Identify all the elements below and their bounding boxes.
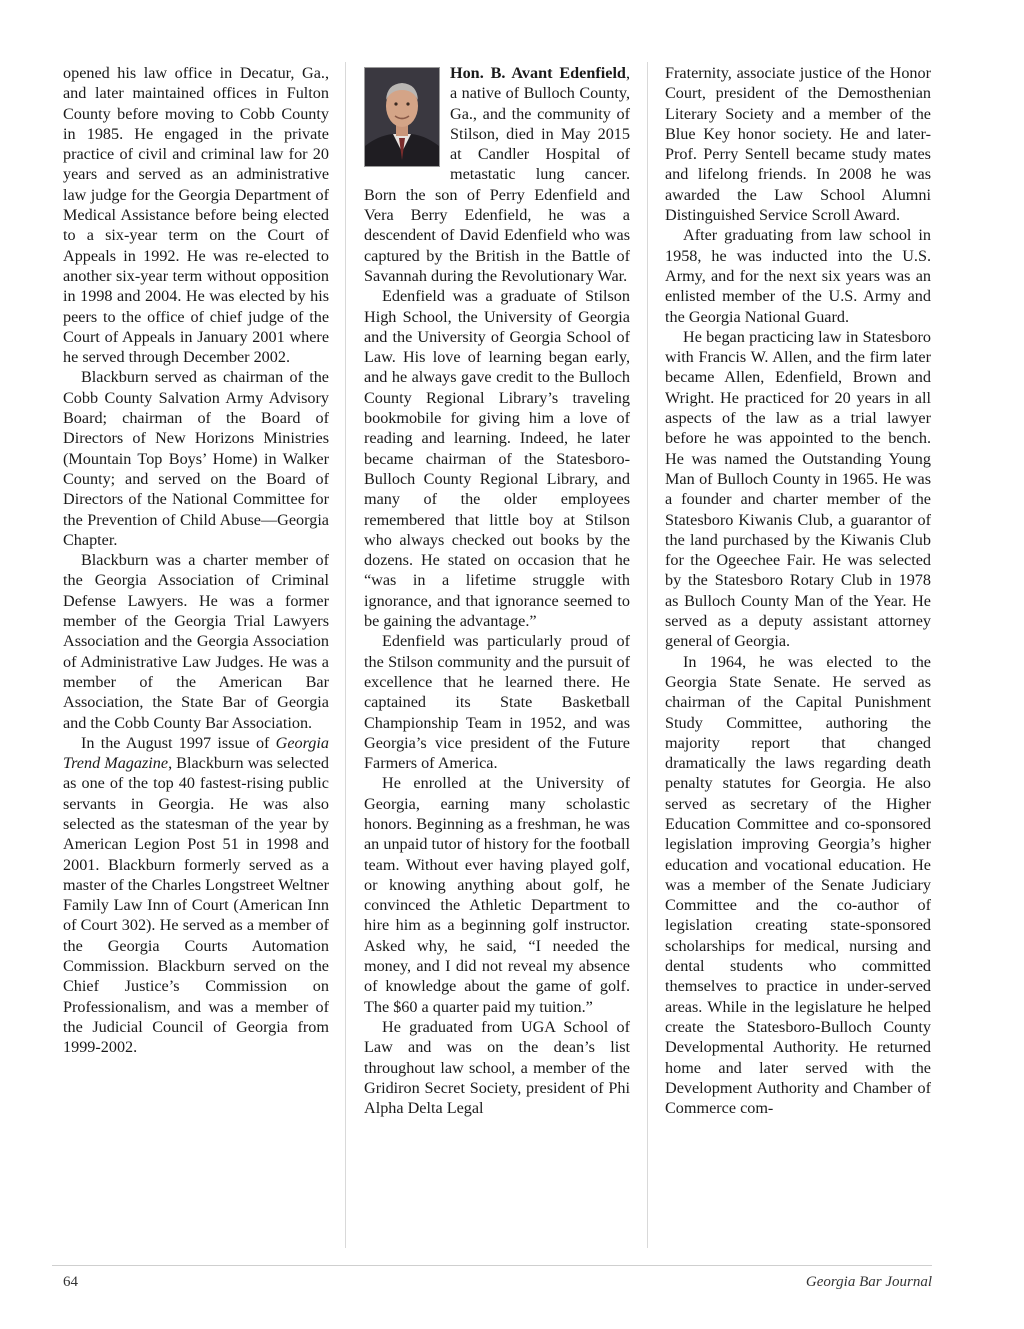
footer-rule bbox=[52, 1265, 932, 1266]
portrait-photo bbox=[364, 67, 440, 167]
portrait-illustration bbox=[365, 68, 439, 166]
journal-title: Georgia Bar Journal bbox=[805, 1274, 932, 1290]
paragraph: He graduated from UGA School of Law and was on the dean’s list throughout law school, a member of the Gridiron Secret Society, president of Phi Alpha Delta Legal bbox=[364, 1017, 630, 1118]
paragraph: Edenfield was a graduate of Stilson High School, the University of Georgia and the University of Georgia School of Law. His love of learning began early, and he always gave credit to the Bulloch County Regional Library’s traveling bookmobile for giving him a love of reading and learning. Indeed, he later became chairman of the Statesboro-Bulloch County Regional Library, and many of the older employees remembered that little boy at Stilson who always checked out books by the dozens. He stated on occasion that he “was in a lifetime struggle with ignorance, and that ignorance seemed to be gaining the advantage.” bbox=[364, 287, 630, 631]
paragraph bbox=[63, 733, 329, 1058]
paragraph: opened his law office in Decatur, Ga., and later maintained offices in Fulton County before moving to Cobb County in 1985. He engaged in the private practice of civil and criminal law for 20 years and served as an administrative law judge for the Georgia Department of Medical Assistance before being elected to a six-year term on the Court of Appeals in 1992. He was re-elected to another six-year term without opposition in 1998 and 2004. He was elected by his peers to the office of chief judge of the Court of Appeals in January 2001 where he served through December 2002. bbox=[63, 64, 329, 367]
paragraph: In 1964, he was elected to the Georgia State Senate. He served as chairman of the Capital Punishment Study Committee, authoring the majority report that changed dramatically the laws regarding death penalty statutes for Georgia. He also served as secretary of the Higher Education Committee and co-sponsored legislation improving Georgia’s higher education and vocational education. He was a member of the Senate Judiciary Committee and the co-author of legislation creating state-sponsored scholarships for medical, nursing and dental students who committed themselves to practice in under-served areas. While in the legislature he helped create the Statesboro-Bulloch County Developmental Authority. He returned home and later served with the Development Authority and Chamber of Commerce com- bbox=[665, 652, 931, 1118]
paragraph: He began practicing law in Statesboro with Francis W. Allen, and the firm later became Allen, Edenfield, Brown and Wright. He practiced for 20 years in all aspects of the law as a trial lawyer before he was appointed to the bench. He was named the Outstanding Young Man of Bulloch County in 1965. He was a founder and charter member of the Statesboro Kiwanis Club, a guarantor of the land purchased by the Kiwanis Club for the Ogeechee Fair. He was selected by the Statesboro Rotary Club in 1978 as Bulloch County Man of the Year. He served as a deputy assistant attorney general of Georgia. bbox=[665, 327, 931, 651]
obituary-name: Hon. B. Avant Edenfield bbox=[450, 64, 626, 82]
column-divider bbox=[647, 62, 648, 1248]
text-run: , a native of Bulloch County, Ga., and the community of Stilson, died in May 2015 at Candler Hospital of metastatic lung cancer. Born the son of Perry Edenfield and Vera Berry Edenfield, he was a descendent of David Edenfield who was captured by the British in the Battle of Savannah during the Revolutionary War. bbox=[364, 64, 630, 285]
text-run: , Blackburn was selected as one of the top 40 fastest-rising public servants in Georgia. He was also selected as the statesman of the year by American Legion Post 51 in 1998 and 2001. Blackburn formerly served as a master of the Charles Longstreet Weltner Family Law Inn of Court (American Inn of Court 302). He served as a member of the Georgia Courts Automation Commission. Blackburn served on the Chief Justice’s Commission on Professionalism, and was a member of the Judicial Council of Georgia from 1999-2002. bbox=[63, 754, 329, 1057]
paragraph: After graduating from law school in 1958, he was inducted into the U.S. Army, and for the next six years was an enlisted member of the U.S. Army and the Georgia National Guard. bbox=[665, 226, 931, 326]
paragraph: Blackburn served as chairman of the Cobb County Salvation Army Advisory Board; chairman of the Board of Directors of New Horizons Ministries (Mountain Top Boys’ Home) in Walker County; and served on the Board of Directors of the National Committee for the Prevention of Child Abuse—Georgia Chapter. bbox=[63, 368, 329, 549]
text-run: In the August 1997 issue of bbox=[81, 733, 276, 752]
paragraph: Edenfield was particularly proud of the Stilson community and the pursuit of excellence that he learned there. He captained its State Basketball Championship Team in 1952, and was Georgia’s vice president of the Future Farmers of America. bbox=[364, 632, 630, 773]
magazine-title: Georgia Trend Magazine bbox=[63, 733, 329, 773]
column-middle bbox=[364, 63, 630, 1118]
column-left bbox=[63, 63, 329, 1058]
page-number: 64 bbox=[63, 1274, 78, 1290]
column-right bbox=[665, 63, 931, 1118]
paragraph: Fraternity, associate justice of the Honor Court, president of the Demosthenian Literary Society and a member of the Blue Key honor society. He and later-Prof. Perry Sentell became study mates and lifelong friends. In 2008 he was awarded the Law School Alumni Distinguished Service Scroll Award. bbox=[665, 64, 931, 225]
paragraph: He enrolled at the University of Georgia, earning many scholastic honors. Beginning as a freshman, he was an unpaid tutor of history for the football team. Without ever having played golf, or knowing anything about golf, he convinced the Athletic Department to hire him as a beginning golf instructor. Asked why, he said, “I needed the money, and I did not reveal my absence of knowledge about the game of golf. The $60 a quarter paid my tuition.” bbox=[364, 774, 630, 1016]
paragraph: Blackburn was a charter member of the Georgia Association of Criminal Defense Lawyers. He was a former member of the Georgia Trial Lawyers Association and the Georgia Association of Administrative Law Judges. He was a member of the American Bar Association, the State Bar of Georgia and the Cobb County Bar Association. bbox=[63, 551, 329, 732]
column-divider bbox=[345, 62, 346, 1248]
